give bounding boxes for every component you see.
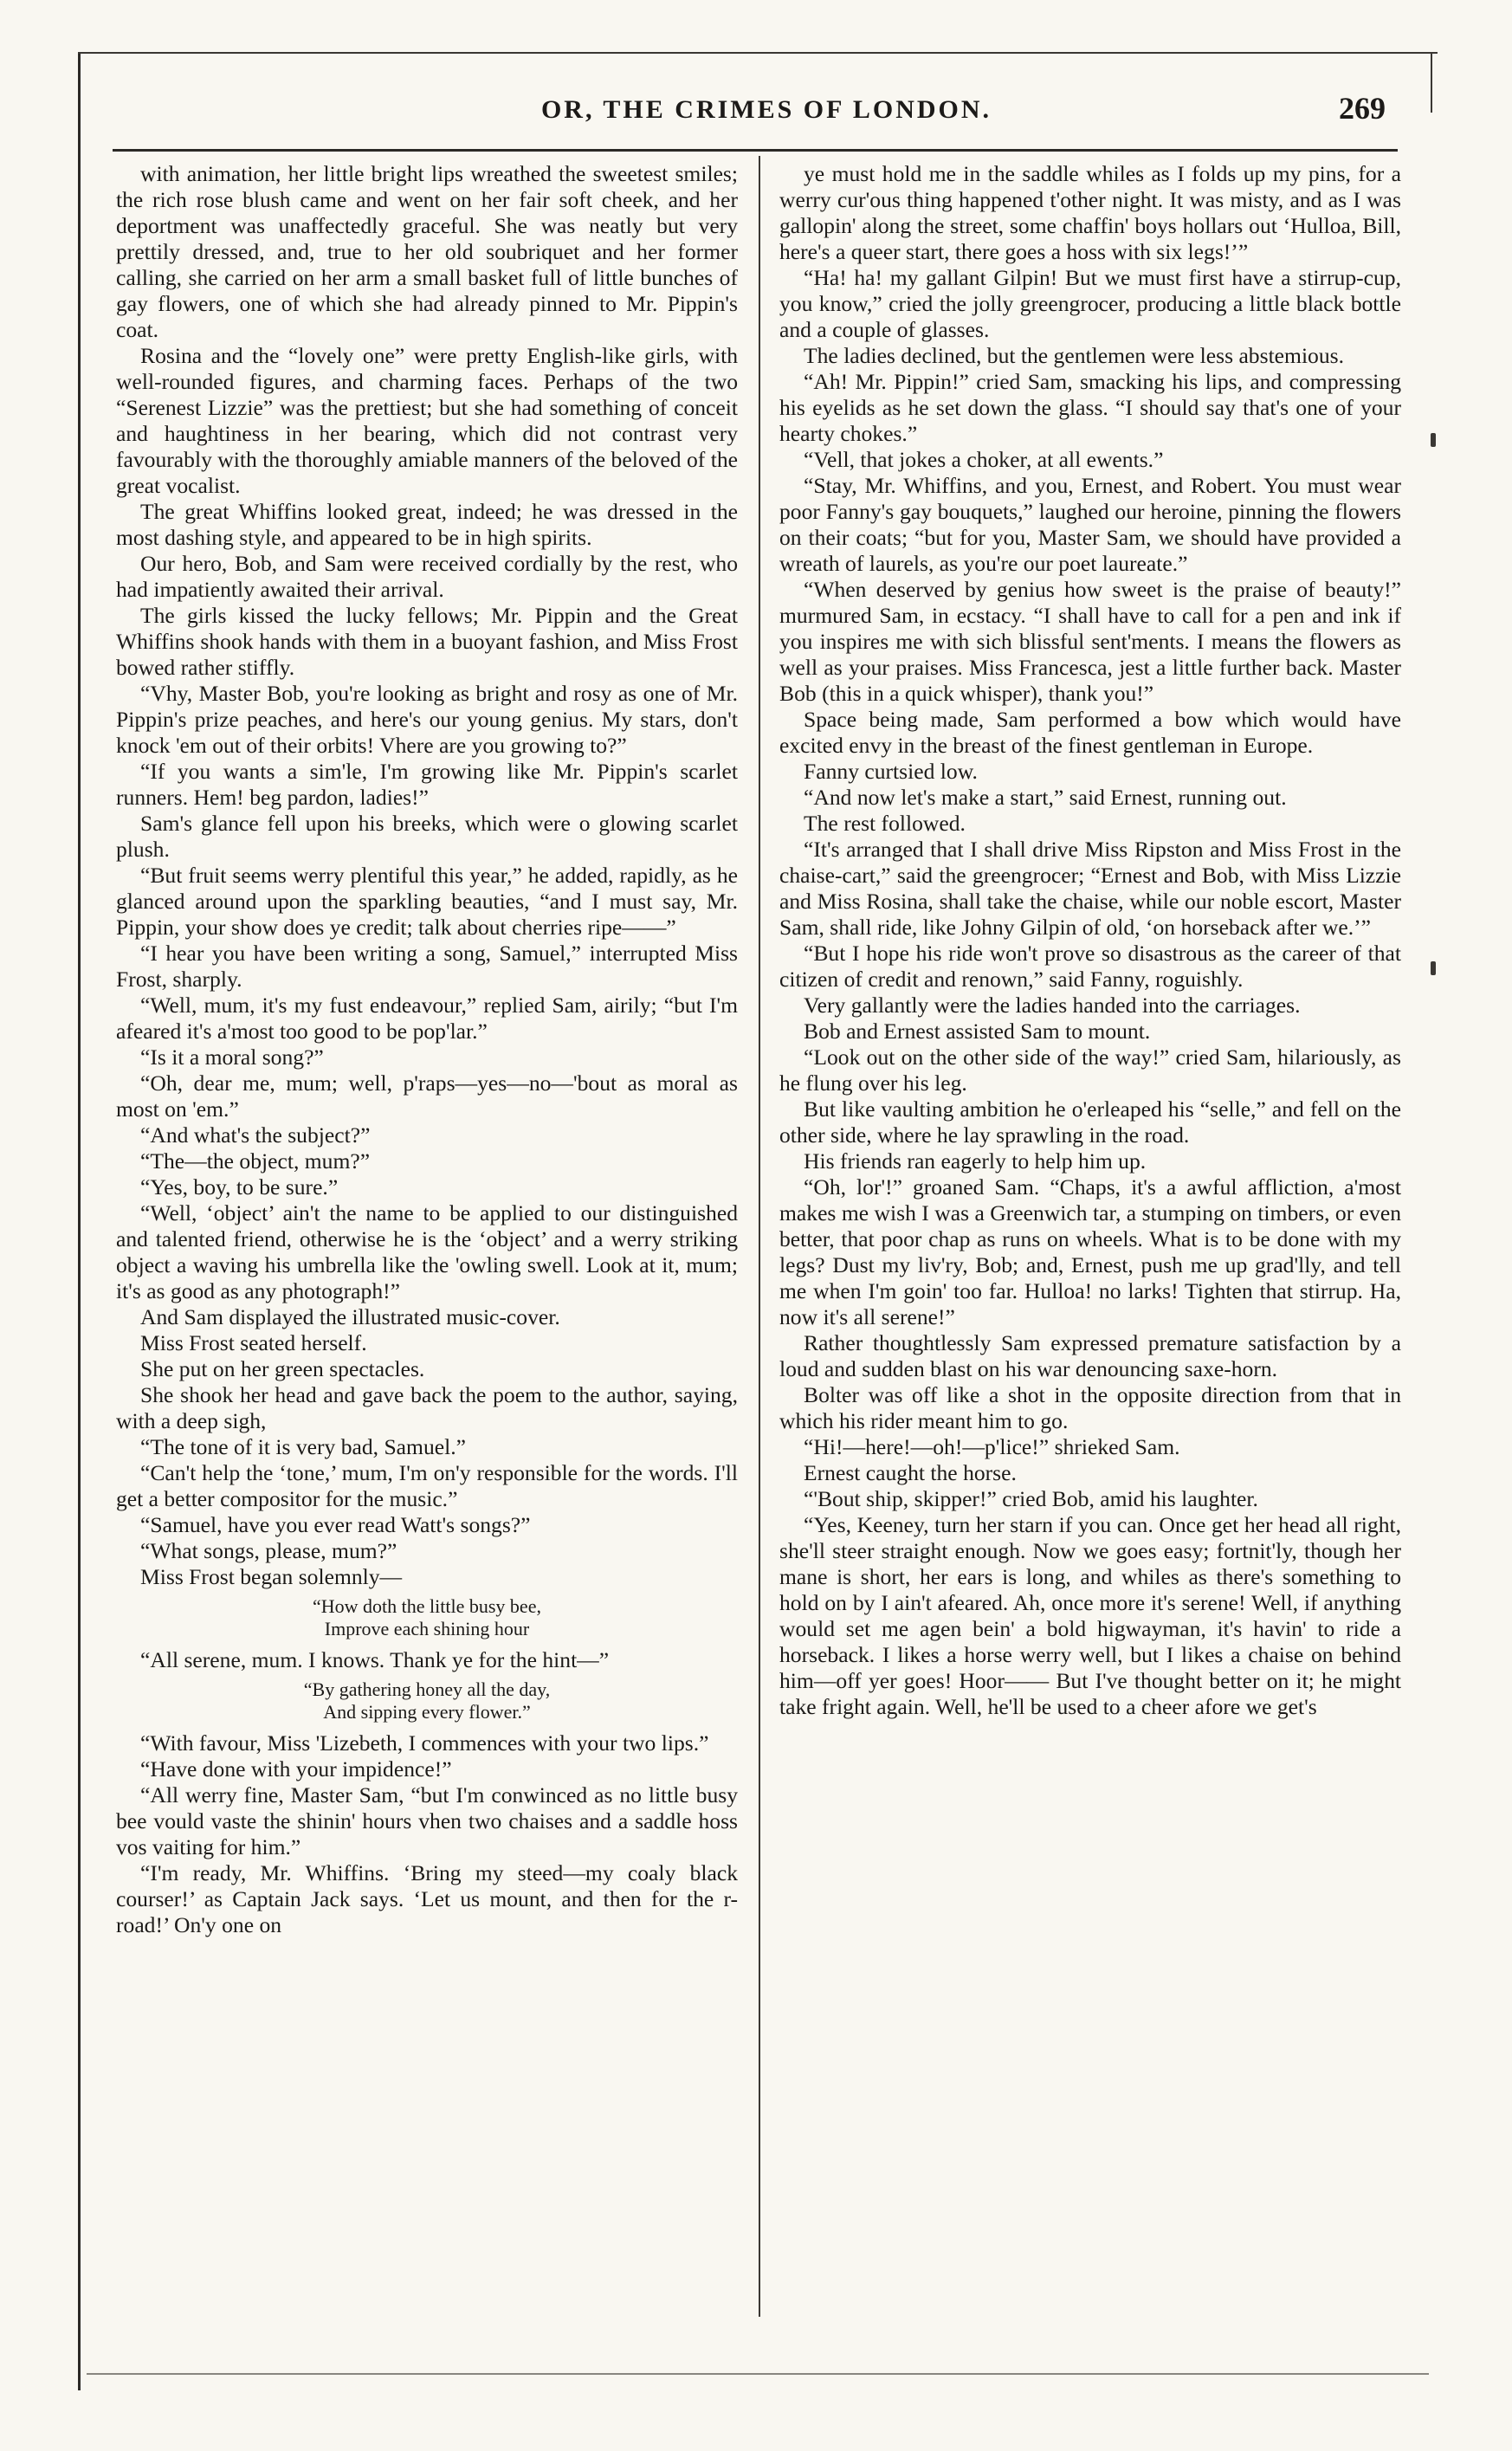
- page-frame-right: [1431, 52, 1432, 113]
- paragraph: “'Bout ship, skipper!” cried Bob, amid his laughter.: [804, 1486, 1258, 1511]
- paragraph: “But I hope his ride won't prove so disastrous as the career of that citizen of credit and renown,” said Fanny, roguishly.: [779, 941, 1401, 992]
- paragraph: She shook her head and gave back the poem to the author, saying, with a deep sigh,: [116, 1382, 738, 1433]
- paragraph: The girls kissed the lucky fellows; Mr. Pippin and the Great Whiffins shook hands with them in a buoyant fashion, and Miss Frost bowed rather stiffly.: [116, 603, 738, 680]
- left-column: [116, 161, 738, 1938]
- paragraph: “Yes, boy, to be sure.”: [140, 1174, 339, 1200]
- verse-1: [116, 1595, 738, 1640]
- paragraph: “Vhy, Master Bob, you're looking as bright and rosy as one of Mr. Pippin's prize peaches, and here's our young genius. My stars, don't knock 'em out of their orbits! Vhere are you growing to?”: [116, 681, 738, 758]
- running-title: OR, THE CRIMES OF LONDON.: [540, 95, 992, 124]
- paragraph: She put on her green spectacles.: [140, 1356, 425, 1381]
- paragraph: “Have done with your impidence!”: [140, 1756, 452, 1782]
- paragraph: “All werry fine, Master Sam, “but I'm conwinced as no little busy bee vould vaste the shinin' hours vhen two chaises and a saddle hoss vos vaiting for him.”: [116, 1782, 738, 1859]
- paragraph: “With favour, Miss 'Lizebeth, I commences with your two lips.”: [140, 1730, 709, 1756]
- left-column-mid: [116, 1647, 738, 1673]
- left-column-body: [116, 161, 738, 1590]
- paragraph: “Ha! ha! my gallant Gilpin! But we must first have a stirrup-cup, you know,” cried the jolly greengrocer, producing a little black bottle and a couple of glasses.: [779, 265, 1401, 342]
- paragraph: “Can't help the ‘tone,’ mum, I'm on'y responsible for the words. I'll get a better compositor for the music.”: [116, 1460, 738, 1511]
- paragraph: The ladies declined, but the gentlemen were less abstemious.: [804, 343, 1345, 368]
- verse-2-line-2: And sipping every flower.”: [323, 1701, 531, 1723]
- paragraph: “Ah! Mr. Pippin!” cried Sam, smacking his lips, and compressing his eyelids as he set down the glass. “I should say that's one of your hearty chokes.”: [779, 369, 1401, 446]
- verse-2-line-1: “By gathering honey all the day,: [303, 1678, 551, 1700]
- paragraph: “Hi!—here!—oh!—p'lice!” shrieked Sam.: [804, 1434, 1180, 1459]
- paragraph: And Sam displayed the illustrated music-cover.: [140, 1304, 560, 1329]
- paragraph: “When deserved by genius how sweet is the praise of beauty!” murmured Sam, in ecstacy. “I shall have to call for a pen and ink if you inspires me with sich blissful sent'ments. I means the flowers as well as your praises. Miss Francesca, jest a little further back. Master Bob (this in a quick whisper), thank you!”: [779, 577, 1401, 706]
- paragraph: Miss Frost began solemnly—: [140, 1564, 403, 1589]
- paragraph: Rather thoughtlessly Sam expressed premature satisfaction by a loud and sudden blast on his war denouncing saxe-horn.: [779, 1330, 1401, 1381]
- paragraph: with animation, her little bright lips wreathed the sweetest smiles; the rich rose blush came and went on her fair soft cheek, and her deportment was unaffectedly graceful. She was neatly but very prettily dressed, and, true to her old soubriquet and her former calling, she carried on her arm a small basket full of little bunches of gay flowers, one of which she had already pinned to Mr. Pippin's coat.: [116, 161, 738, 342]
- margin-mark: [1431, 961, 1436, 975]
- paragraph: Fanny curtsied low.: [804, 759, 978, 784]
- paragraph: “The tone of it is very bad, Samuel.”: [140, 1434, 466, 1459]
- paragraph: His friends ran eagerly to help him up.: [804, 1148, 1147, 1174]
- paragraph: Space being made, Sam performed a bow which would have excited envy in the breast of the finest gentleman in Europe.: [779, 707, 1401, 758]
- paragraph: Very gallantly were the ladies handed into the carriages.: [804, 993, 1301, 1018]
- paragraph: “The—the object, mum?”: [140, 1148, 371, 1174]
- paragraph: “What songs, please, mum?”: [140, 1538, 397, 1563]
- paragraph: But like vaulting ambition he o'erleaped his “selle,” and fell on the other side, where he lay sprawling in the road.: [779, 1096, 1401, 1148]
- paragraph: The rest followed.: [804, 811, 966, 836]
- paragraph: “Well, mum, it's my fust endeavour,” replied Sam, airily; “but I'm afeared it's a'most too good to be pop'lar.”: [116, 993, 738, 1044]
- paragraph: Rosina and the “lovely one” were pretty English-like girls, with well-rounded figures, and charming faces. Perhaps of the two “Serenest Lizzie” was the prettiest; but she had something of conceit and haughtiness in her bearing, which did not contrast very favourably with the thoroughly amiable manners of the beloved of the great vocalist.: [116, 343, 738, 498]
- paragraph: “And now let's make a start,” said Ernest, running out.: [804, 785, 1287, 810]
- paragraph: “Well, ‘object’ ain't the name to be applied to our distinguished and talented friend, otherwise he is the ‘object’ and a werry striking object a waving his umbrella like the 'owling swell. Look at it, mum; it's as good as any photograph!”: [116, 1200, 738, 1303]
- paragraph: “Samuel, have you ever read Watt's songs?”: [140, 1512, 531, 1537]
- margin-mark: [1431, 433, 1436, 447]
- paragraph: “And what's the subject?”: [140, 1122, 371, 1148]
- paragraph: The great Whiffins looked great, indeed; he was dressed in the most dashing style, and appeared to be in high spirits.: [116, 499, 738, 550]
- paragraph: Bolter was off like a shot in the opposite direction from that in which his rider meant him to go.: [779, 1382, 1401, 1433]
- paragraph: “If you wants a sim'le, I'm growing like Mr. Pippin's scarlet runners. Hem! beg pardon, ladies!”: [116, 759, 738, 810]
- paragraph: Our hero, Bob, and Sam were received cordially by the rest, who had impatiently awaited their arrival.: [116, 551, 738, 602]
- page-frame-left: [78, 52, 81, 2390]
- paragraph: Bob and Ernest assisted Sam to mount.: [804, 1019, 1151, 1044]
- page-frame-top: [78, 52, 1438, 54]
- page-header: [113, 87, 1420, 139]
- paragraph: “But fruit seems werry plentiful this year,” he added, rapidly, as he glanced around upon the sparkling beauties, “and I must say, Mr. Pippin, your show does ye credit; talk about cherries ripe——”: [116, 863, 738, 940]
- paragraph: “Oh, dear me, mum; well, p'raps—yes—no—'bout as moral as most on 'em.”: [116, 1070, 738, 1122]
- paragraph: “Stay, Mr. Whiffins, and you, Ernest, and Robert. You must wear poor Fanny's gay bouquets,” laughed our heroine, pinning the flowers on their coats; “but for you, Master Sam, we should have provided a wreath of laurels, as you're our poet laureate.”: [779, 473, 1401, 576]
- page-number: 269: [1339, 91, 1386, 126]
- paragraph: “I'm ready, Mr. Whiffins. ‘Bring my steed—my coaly black courser!’ as Captain Jack says. ‘Let us mount, and then for the r-road!’ On'y one on: [116, 1860, 738, 1937]
- verse-2: [116, 1678, 738, 1723]
- verse-1-line-2: Improve each shining hour: [324, 1618, 530, 1639]
- paragraph: “Yes, Keeney, turn her starn if you can. Once get her head all right, she'll steer straight enough. Now we goes easy; fortnit'ly, though her mane is short, her ears is long, and whiles as there's something to hold on by I ain't afeared. Ah, once more it's serene! Well, if anything would set me agen bein' a bold higwayman, it's havin' to ride a horseback. I likes a horse werry well, but I likes a chaise on behind him—off yer goes! Hoor—— But I've thought better on it; he might take fright again. Well, he'll be used to a cheer afore we get's: [779, 1512, 1401, 1719]
- header-rule: [113, 149, 1398, 152]
- paragraph: “I hear you have been writing a song, Samuel,” interrupted Miss Frost, sharply.: [116, 941, 738, 992]
- column-divider: [759, 156, 760, 2317]
- paragraph: Sam's glance fell upon his breeks, which were o glowing scarlet plush.: [116, 811, 738, 862]
- paragraph: Miss Frost seated herself.: [140, 1330, 367, 1355]
- left-column-end: [116, 1730, 738, 1938]
- paragraph: “Look out on the other side of the way!” cried Sam, hilariously, as he flung over his leg.: [779, 1044, 1401, 1096]
- paragraph: ye must hold me in the saddle whiles as I folds up my pins, for a werry cur'ous thing happened t'other night. It was misty, and as I was gallopin' along the street, some chaffin' boys hollars out ‘Hulloa, Bill, here's a queer start, there goes a hoss with six legs!’”: [779, 161, 1401, 264]
- verse-1-line-1: “How doth the little busy bee,: [313, 1595, 541, 1617]
- right-column: [779, 161, 1401, 1720]
- paragraph: “Is it a moral song?”: [140, 1044, 324, 1070]
- paragraph: “It's arranged that I shall drive Miss Ripston and Miss Frost in the chaise-cart,” said the greengrocer; “Ernest and Bob, with Miss Lizzie and Miss Rosina, shall take the chaise, while our noble escort, Master Sam, shall ride, like Johny Gilpin of old, ‘on horseback after we.’”: [779, 837, 1401, 940]
- paragraph: “Vell, that jokes a choker, at all ewents.”: [804, 447, 1164, 472]
- right-column-body: [779, 161, 1401, 1720]
- paragraph: Ernest caught the horse.: [804, 1460, 1017, 1485]
- paragraph: “Oh, lor'!” groaned Sam. “Chaps, it's a awful affliction, a'most makes me wish I was a Greenwich tar, a stumping on timbers, or even better, that poor chap as runs on wheels. What is to be done with my legs? Dust my liv'ry, Bob; and, Ernest, push me up grad'lly, and tell me when I'm goin' too far. Hulloa! no larks! Tighten that stirrup. Ha, now it's all serene!”: [779, 1174, 1401, 1329]
- footer-rule: [87, 2373, 1429, 2375]
- paragraph: “All serene, mum. I knows. Thank ye for the hint—”: [140, 1647, 610, 1672]
